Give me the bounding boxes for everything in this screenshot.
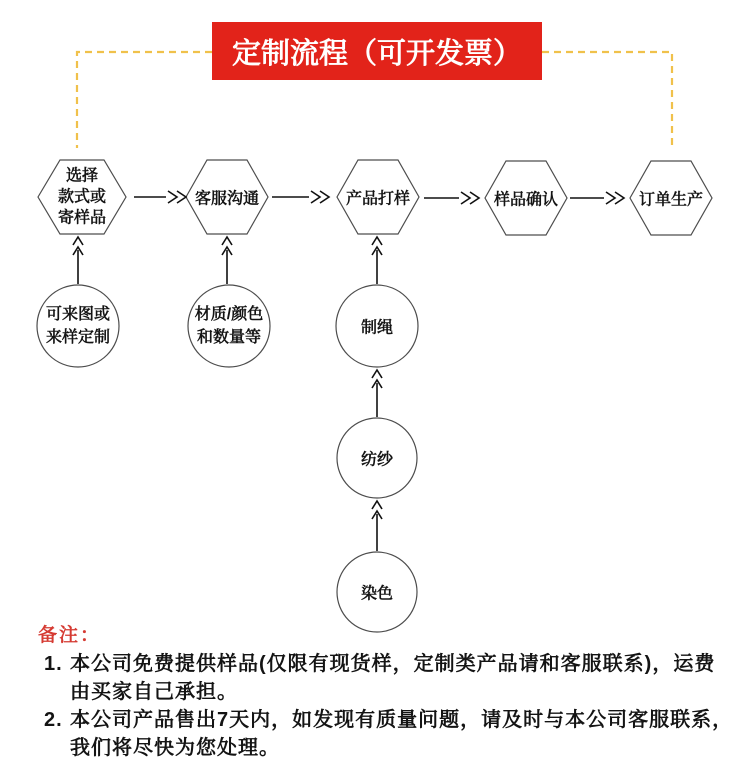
hexagon-label-sample-confirm: 样品确认 [493, 191, 559, 209]
hexagon-label-product-sampling: 产品打样 [345, 190, 411, 208]
note-number: 2. [44, 709, 63, 731]
note-number: 1. [44, 653, 63, 675]
dashed-connector-right [542, 52, 672, 148]
hexagon-label-select-style: 选择 款式或 寄样品 [57, 167, 107, 227]
arrow-material-to-customer-service [222, 237, 232, 284]
arrow-dyeing-to-spinning [372, 501, 382, 551]
arrow-step4-to-step5 [570, 192, 624, 204]
hexagon-label-order-production: 订单生产 [638, 191, 704, 209]
arrow-step3-to-step4 [424, 192, 479, 204]
arrow-step2-to-step3 [272, 191, 329, 203]
arrow-rope-to-product-sampling [372, 237, 382, 284]
note-item-2 [44, 706, 733, 762]
circle-label-dyeing: 染色 [360, 585, 394, 603]
note-item-1 [44, 650, 733, 706]
note-text: 本公司免费提供样品(仅限有现货样，定制类产品请和客服联系)，运费 由买家自己承担。 [70, 653, 716, 703]
arrow-artwork-to-select-style [73, 237, 83, 284]
notes-heading: 备注： [38, 625, 102, 646]
circle-label-spinning: 纺纱 [360, 451, 394, 469]
notes-list [44, 650, 733, 762]
circle-label-rope-making: 制绳 [360, 319, 394, 337]
circle-label-artwork-custom: 可来图或 来样定制 [45, 306, 111, 346]
arrow-spinning-to-rope [372, 370, 382, 417]
hexagon-label-customer-service: 客服沟通 [194, 190, 260, 208]
dashed-connector-left [77, 52, 212, 148]
arrow-step1-to-step2 [134, 191, 186, 203]
page-title: 定制流程（可开发票） [231, 37, 522, 70]
circle-label-material-color: 材质/颜色 和数量等 [194, 306, 264, 346]
title-banner [212, 22, 542, 80]
note-text: 本公司产品售出7天内，如发现有质量问题，请及时与本公司客服联系， 我们将尽快为您处理。 [70, 709, 734, 759]
